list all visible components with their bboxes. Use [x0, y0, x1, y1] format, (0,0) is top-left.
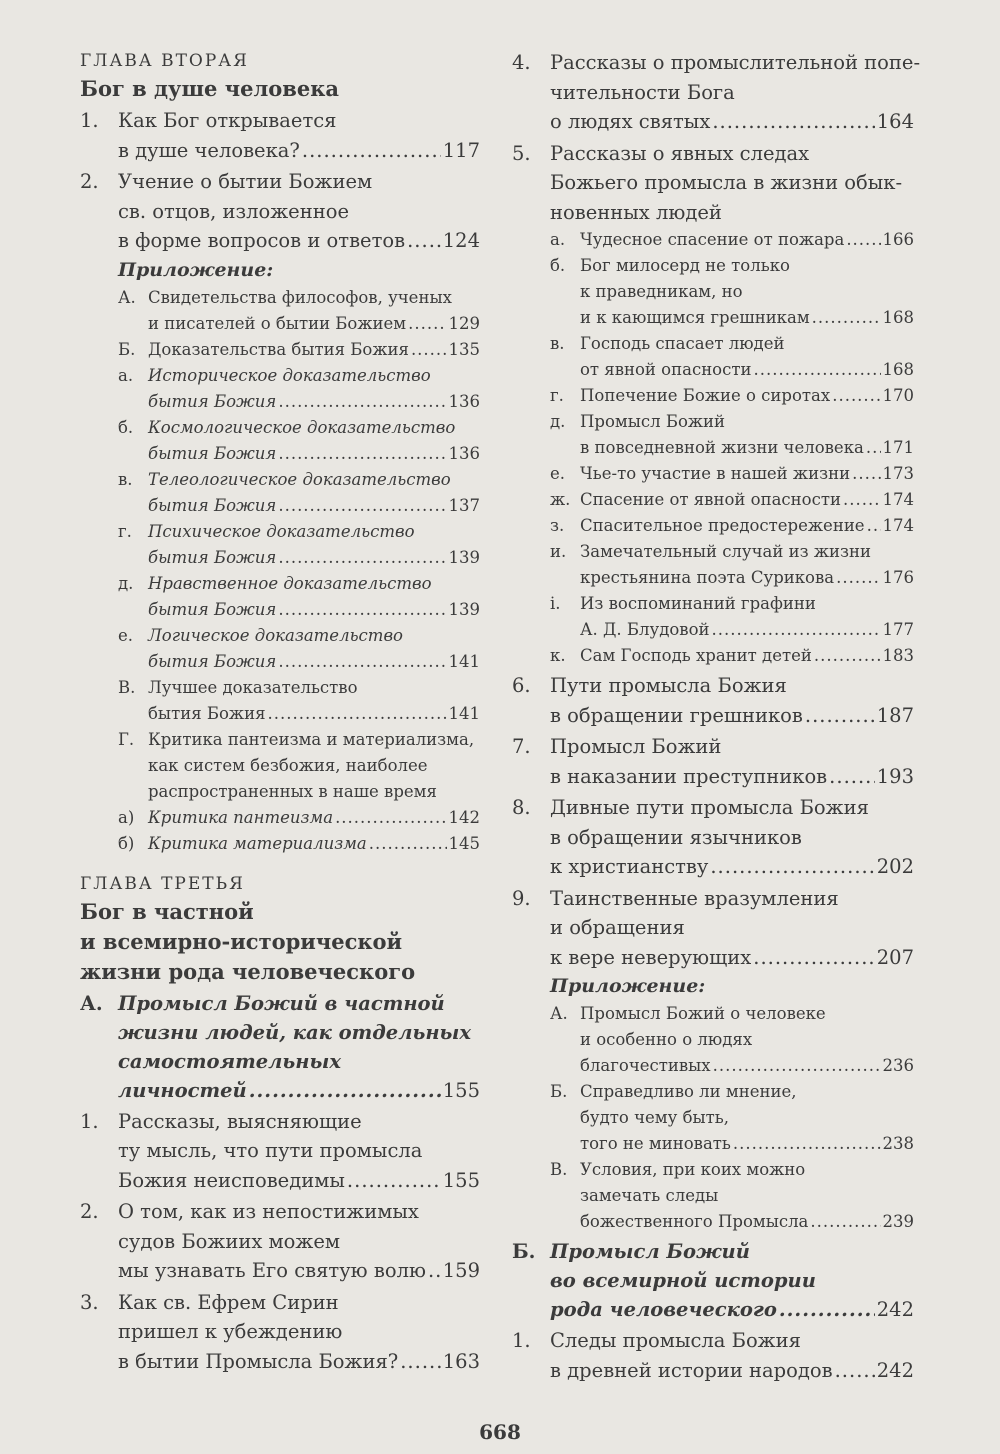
dot-leader	[278, 441, 446, 467]
entry-text: к христианству	[550, 855, 709, 878]
entry-text: Следы промысла Божия	[550, 1329, 801, 1352]
toc-entry	[512, 1079, 914, 1157]
entry-text: бытия Божия	[148, 547, 277, 567]
dot-leader	[400, 1347, 441, 1377]
entry-text: в форме вопросов и ответов	[118, 229, 406, 252]
entry-text: Сам Господь хранит детей	[580, 646, 812, 665]
toc-entry	[80, 989, 480, 1105]
entry-number: б.	[550, 256, 566, 275]
toc-entry	[512, 591, 914, 643]
entry-page-number: 202	[876, 855, 914, 878]
dot-leader	[836, 565, 880, 591]
entry-text: чительности Бога	[550, 80, 735, 104]
entry-text: личностей	[118, 1078, 247, 1102]
toc-entry	[512, 671, 914, 730]
entry-number: б)	[118, 833, 135, 853]
entry-text: ту мысль, что пути промысла	[118, 1139, 423, 1162]
entry-text: Рассказы о промыслительной попе-	[550, 51, 921, 74]
entry-page-number: 164	[876, 110, 914, 133]
toc-entry	[512, 383, 914, 409]
toc-entry	[512, 643, 914, 669]
dot-leader	[812, 305, 881, 331]
entry-text: Чье-то участие в нашей жизни	[580, 464, 851, 483]
toc-entry	[80, 415, 480, 467]
entry-text: в обращении язычников	[550, 825, 802, 849]
entry-page-number: 124	[442, 229, 480, 252]
entry-number: 1.	[80, 1109, 99, 1133]
entry-page-number: 137	[448, 495, 480, 515]
entry-text: Божьего промысла в жизни обык-	[550, 171, 903, 194]
entry-number: а.	[118, 365, 134, 385]
dot-leader	[268, 701, 447, 727]
entry-page-number: 117	[442, 138, 480, 162]
dot-leader	[754, 357, 881, 383]
entry-text: бытия Божия	[148, 703, 266, 723]
dot-leader	[428, 1256, 441, 1286]
entry-last-line	[118, 1166, 480, 1196]
entry-last-line	[118, 1256, 480, 1286]
entry-page-number: 136	[448, 391, 480, 411]
entry-text: О том, как из непостижимых	[118, 1200, 419, 1223]
entry-text: Рассказы, выясняющие	[118, 1109, 362, 1133]
entry-page-number: 174	[882, 490, 914, 509]
entry-text: Нравственное доказательство	[148, 573, 432, 593]
dot-leader	[779, 1295, 875, 1324]
entry-page-number: 187	[876, 703, 914, 727]
toc-entry	[80, 675, 480, 727]
entry-page-number: 142	[448, 807, 480, 827]
entry-number: Б.	[550, 1082, 568, 1101]
entry-text: Бог милосерд не только	[580, 256, 790, 275]
entry-last-line	[550, 1356, 914, 1386]
entry-text: Промысл Божий	[550, 1240, 750, 1263]
entry-number: 9.	[512, 886, 531, 910]
toc-entry	[512, 1237, 914, 1324]
entry-last-line	[148, 545, 480, 571]
toc-entry	[80, 727, 480, 805]
entry-page-number: 242	[876, 1358, 914, 1382]
dot-leader	[866, 435, 881, 461]
entry-text: к вере неверующих	[550, 945, 752, 969]
entry-number: и.	[550, 542, 567, 561]
entry-text: Логическое доказательство	[148, 625, 403, 645]
entry-last-line	[580, 383, 914, 409]
entry-last-line	[580, 461, 914, 487]
dot-leader	[814, 643, 881, 669]
entry-text: о людях святых	[550, 110, 711, 133]
entry-number: i.	[550, 594, 561, 613]
entry-number: Г.	[118, 729, 135, 749]
entry-page-number: 183	[882, 646, 914, 665]
toc-entry	[512, 732, 914, 791]
entry-text: благочестивых	[580, 1056, 711, 1075]
dot-leader	[832, 383, 880, 409]
entry-page-number: 207	[876, 945, 914, 969]
entry-number: е.	[550, 464, 566, 483]
entry-last-line	[550, 701, 914, 731]
entry-page-number: 174	[882, 516, 914, 535]
entry-number: Б.	[512, 1240, 536, 1263]
entry-last-line	[550, 852, 914, 882]
entry-text: и всемирно-исторической	[80, 928, 403, 954]
entry-last-line	[580, 513, 914, 539]
entry-number: д.	[118, 573, 134, 593]
dot-leader	[710, 852, 874, 882]
entry-text: мы узнавать Его святую волю	[118, 1259, 426, 1282]
entry-last-line	[148, 805, 480, 831]
toc-entry	[80, 1107, 480, 1196]
entry-last-line	[550, 107, 914, 137]
toc-entry	[512, 487, 914, 513]
entry-text: и особенно о людях	[580, 1030, 753, 1049]
entry-last-line	[148, 701, 480, 727]
entry-number: г.	[118, 521, 132, 541]
entry-text: и писателей о бытии Божием	[148, 313, 407, 333]
entry-text: Как Бог открывается	[118, 109, 337, 132]
dot-leader	[753, 943, 875, 973]
toc-entry	[80, 467, 480, 519]
entry-text: Чудесное спасение от пожара	[580, 230, 845, 249]
entry-text: в наказании преступников	[550, 764, 828, 788]
entry-text: Телеологическое доказательство	[148, 469, 451, 489]
chapter-label	[80, 48, 480, 74]
entry-last-line	[550, 943, 914, 973]
entry-text: бытия Божия	[148, 443, 277, 463]
entry-text: Учение о бытии Божием	[118, 170, 373, 193]
toc-entry	[80, 337, 480, 363]
entry-number: з.	[550, 516, 565, 535]
entry-text: Промысл Божий	[580, 412, 726, 431]
entry-text: жизни людей, как отдельных	[118, 1020, 472, 1044]
entry-last-line	[550, 762, 914, 792]
dot-leader	[278, 545, 446, 571]
entry-page-number: 141	[448, 651, 480, 671]
dot-leader	[867, 513, 881, 539]
toc-entry	[80, 1197, 480, 1286]
entry-number: 2.	[80, 1200, 99, 1223]
dot-leader	[335, 805, 446, 831]
entry-text: Таинственные вразумления	[550, 886, 839, 910]
entry-last-line	[580, 643, 914, 669]
entry-text: Психическое доказательство	[148, 521, 415, 541]
entry-last-line	[118, 226, 480, 256]
entry-text: в обращении грешников	[550, 703, 803, 727]
entry-text: Попечение Божие о сиротах	[580, 386, 831, 405]
toc-entry	[80, 167, 480, 256]
dot-leader	[278, 493, 446, 519]
entry-number: А.	[550, 1004, 568, 1023]
entry-page-number: 166	[882, 230, 914, 249]
entry-text: крестьянина поэта Сурикова	[580, 568, 835, 587]
entry-page-number: 170	[882, 386, 914, 405]
entry-number: В.	[550, 1160, 568, 1179]
entry-number: 1.	[80, 109, 99, 132]
entry-last-line	[118, 1347, 480, 1377]
toc-entry	[80, 363, 480, 415]
entry-last-line	[148, 389, 480, 415]
entry-last-line	[148, 311, 480, 337]
entry-text: и обращения	[550, 916, 685, 939]
entry-last-line	[118, 1076, 480, 1105]
dot-leader	[843, 487, 881, 513]
entry-text: пришел к убеждению	[118, 1320, 343, 1343]
entry-text: Промысл Божий в частной	[118, 991, 445, 1015]
entry-text: Промысл Божий о человеке	[580, 1004, 826, 1023]
entry-text: бытия Божия	[148, 495, 277, 515]
entry-number: А.	[80, 991, 103, 1015]
entry-text: в бытии Промысла Божия?	[118, 1349, 399, 1373]
entry-last-line	[148, 831, 480, 857]
entry-page-number: 139	[448, 599, 480, 619]
entry-text: жизни рода человеческого	[80, 958, 416, 984]
entry-text: во всемирной истории	[550, 1269, 816, 1292]
dot-leader	[369, 831, 447, 857]
toc-left-column	[80, 46, 480, 1376]
dot-leader	[733, 1131, 881, 1157]
entry-page-number: 155	[442, 1168, 480, 1192]
entry-text: Критика пантеизма и материализма,	[148, 729, 475, 749]
toc-entry	[512, 884, 914, 973]
entry-text: распространенных в наше время	[148, 781, 437, 801]
toc-entry	[80, 623, 480, 675]
chapter-label	[80, 871, 480, 897]
entry-number: Б.	[118, 339, 136, 359]
entry-last-line	[580, 565, 914, 591]
toc-entry	[512, 409, 914, 461]
entry-text: Приложение:	[118, 258, 274, 281]
entry-text: Спасительное предостережение	[580, 516, 865, 535]
entry-text: Условия, при коих можно	[580, 1160, 806, 1179]
entry-text: Из воспоминаний графини	[580, 594, 816, 613]
entry-text: св. отцов, изложенное	[118, 199, 349, 223]
entry-number: 1.	[512, 1329, 531, 1352]
entry-page-number: 236	[882, 1056, 914, 1075]
entry-text: Божия неисповедимы	[118, 1168, 345, 1192]
entry-text: Историческое доказательство	[148, 365, 431, 385]
entry-page-number: 159	[442, 1259, 480, 1282]
toc-entry	[80, 106, 480, 165]
entry-text: как систем безбожия, наиболее	[148, 755, 428, 775]
entry-text: будто чему быть,	[580, 1108, 729, 1127]
entry-page-number: 155	[442, 1078, 480, 1102]
dot-leader	[852, 461, 880, 487]
entry-number: 8.	[512, 796, 531, 819]
toc-entry	[512, 139, 914, 228]
entry-text: самостоятельных	[118, 1049, 341, 1073]
entry-last-line	[580, 305, 914, 331]
toc-entry	[512, 227, 914, 253]
entry-last-line	[580, 487, 914, 513]
entry-number: А.	[118, 287, 136, 307]
entry-page-number: 163	[442, 1349, 480, 1373]
toc-entry	[512, 331, 914, 383]
entry-number: В.	[118, 677, 136, 697]
entry-text: бытия Божия	[148, 391, 277, 411]
entry-last-line	[148, 649, 480, 675]
entry-last-line	[118, 136, 480, 166]
entry-page-number: 176	[882, 568, 914, 587]
dot-leader	[278, 389, 446, 415]
entry-text: Дивные пути промысла Божия	[550, 796, 869, 819]
dot-leader	[713, 1053, 881, 1079]
entry-text: Критика материализма	[148, 833, 367, 853]
entry-text: ГЛАВА ТРЕТЬЯ	[80, 873, 245, 894]
entry-page-number: 129	[448, 313, 480, 333]
toc-entry	[80, 805, 480, 831]
entry-number: е.	[118, 625, 134, 645]
entry-page-number: 239	[882, 1212, 914, 1231]
toc-right-column	[512, 46, 921, 1385]
entry-last-line	[580, 357, 914, 383]
dot-leader	[846, 227, 880, 253]
entry-number: б.	[118, 417, 134, 437]
toc-entry	[80, 571, 480, 623]
entry-number: а.	[550, 230, 566, 249]
entry-page-number: 173	[882, 464, 914, 483]
entry-last-line	[580, 1209, 914, 1235]
toc-entry	[80, 831, 480, 857]
entry-last-line	[148, 493, 480, 519]
entry-text: Как св. Ефрем Сирин	[118, 1290, 339, 1314]
entry-page-number: 238	[882, 1134, 914, 1153]
toc-entry	[80, 519, 480, 571]
entry-text: Лучшее доказательство	[148, 677, 358, 697]
entry-last-line	[148, 337, 480, 363]
entry-number: д.	[550, 412, 566, 431]
entry-text: А. Д. Блудовой	[580, 620, 710, 639]
entry-text: того не миновать	[580, 1134, 731, 1153]
entry-last-line	[580, 227, 914, 253]
entry-text: Доказательства бытия Божия	[148, 339, 409, 359]
entry-text: Пути промысла Божия	[550, 674, 787, 697]
toc-entry	[512, 48, 921, 137]
entry-number: 5.	[512, 141, 531, 165]
entry-page-number: 193	[876, 764, 914, 788]
entry-page-number: 242	[876, 1298, 914, 1321]
entry-number: 6.	[512, 674, 531, 697]
dot-leader	[249, 1076, 441, 1105]
appendix-heading	[80, 256, 480, 285]
dot-leader	[829, 762, 875, 792]
chapter-title	[80, 897, 480, 987]
toc-entry	[512, 513, 914, 539]
entry-page-number: 135	[448, 339, 480, 359]
entry-number: к.	[550, 646, 566, 665]
appendix-heading	[512, 972, 914, 1001]
toc-entry	[80, 285, 480, 337]
entry-page-number: 139	[448, 547, 480, 567]
page-number: 668	[479, 1420, 521, 1444]
entry-text: от явной опасности	[580, 360, 752, 379]
entry-text: Свидетельства философов, ученых	[148, 287, 452, 307]
entry-page-number: 136	[448, 443, 480, 463]
entry-text: и к кающимся грешникам	[580, 308, 810, 327]
entry-number: в.	[550, 334, 565, 353]
entry-page-number: 168	[882, 360, 914, 379]
entry-page-number: 141	[448, 703, 480, 723]
entry-text: Бог в частной	[80, 898, 254, 924]
entry-text: Рассказы о явных следах	[550, 141, 810, 165]
entry-number: ж.	[550, 490, 571, 509]
entry-page-number: 177	[882, 620, 914, 639]
toc-entry	[512, 1326, 914, 1385]
entry-text: новенных людей	[550, 200, 722, 224]
entry-text: бытия Божия	[148, 651, 277, 671]
entry-page-number: 171	[882, 438, 914, 457]
entry-text: Бог в душе человека	[80, 76, 339, 101]
entry-text: Критика пантеизма	[148, 807, 334, 827]
dot-leader	[835, 1356, 875, 1386]
dot-leader	[408, 311, 446, 337]
toc-entry	[512, 253, 914, 331]
entry-text: ГЛАВА ВТОРАЯ	[80, 51, 249, 71]
entry-text: Спасение от явной опасности	[580, 490, 841, 509]
entry-last-line	[580, 617, 914, 643]
entry-last-line	[550, 1295, 914, 1324]
entry-text: к праведникам, но	[580, 282, 743, 301]
entry-text: Космологическое доказательство	[148, 417, 456, 437]
entry-text: бытия Божия	[148, 599, 277, 619]
chapter-title	[80, 74, 480, 104]
toc-entry	[512, 793, 914, 882]
entry-text: божественного Промысла	[580, 1212, 809, 1231]
toc-entry	[512, 1001, 914, 1079]
entry-text: Господь спасает людей	[580, 334, 785, 353]
entry-last-line	[580, 435, 914, 461]
entry-number: 7.	[512, 735, 531, 758]
entry-text: в древней истории народов	[550, 1358, 833, 1382]
toc-entry	[512, 539, 914, 591]
entry-page-number: 145	[448, 833, 480, 853]
dot-leader	[302, 136, 441, 166]
dot-leader	[411, 337, 447, 363]
entry-number: г.	[550, 386, 564, 405]
entry-page-number: 168	[882, 308, 914, 327]
toc-entry	[80, 1288, 480, 1377]
dot-leader	[278, 597, 446, 623]
entry-last-line	[580, 1053, 914, 1079]
dot-leader	[712, 107, 874, 137]
entry-text: Приложение:	[550, 975, 706, 997]
entry-text: Справедливо ли мнение,	[580, 1082, 797, 1101]
entry-number: в.	[118, 469, 133, 489]
dot-leader	[810, 1209, 880, 1235]
dot-leader	[278, 649, 446, 675]
dot-leader	[347, 1166, 441, 1196]
entry-number: а)	[118, 807, 135, 827]
dot-leader	[712, 617, 881, 643]
entry-last-line	[580, 1131, 914, 1157]
dot-leader	[805, 701, 875, 731]
toc-entry	[512, 1157, 914, 1235]
toc-entry	[512, 461, 914, 487]
entry-last-line	[148, 597, 480, 623]
entry-text: в повседневной жизни человека	[580, 438, 864, 457]
entry-text: рода человеческого	[550, 1298, 777, 1321]
entry-text: Замечательный случай из жизни	[580, 542, 872, 561]
entry-text: Промысл Божий	[550, 735, 722, 758]
entry-number: 2.	[80, 170, 99, 193]
entry-text: в душе человека?	[118, 138, 300, 162]
entry-number: 3.	[80, 1290, 99, 1314]
entry-text: замечать следы	[580, 1186, 719, 1205]
entry-text: судов Божиих можем	[118, 1229, 341, 1253]
entry-number: 4.	[512, 51, 531, 74]
dot-leader	[407, 226, 441, 256]
entry-last-line	[148, 441, 480, 467]
